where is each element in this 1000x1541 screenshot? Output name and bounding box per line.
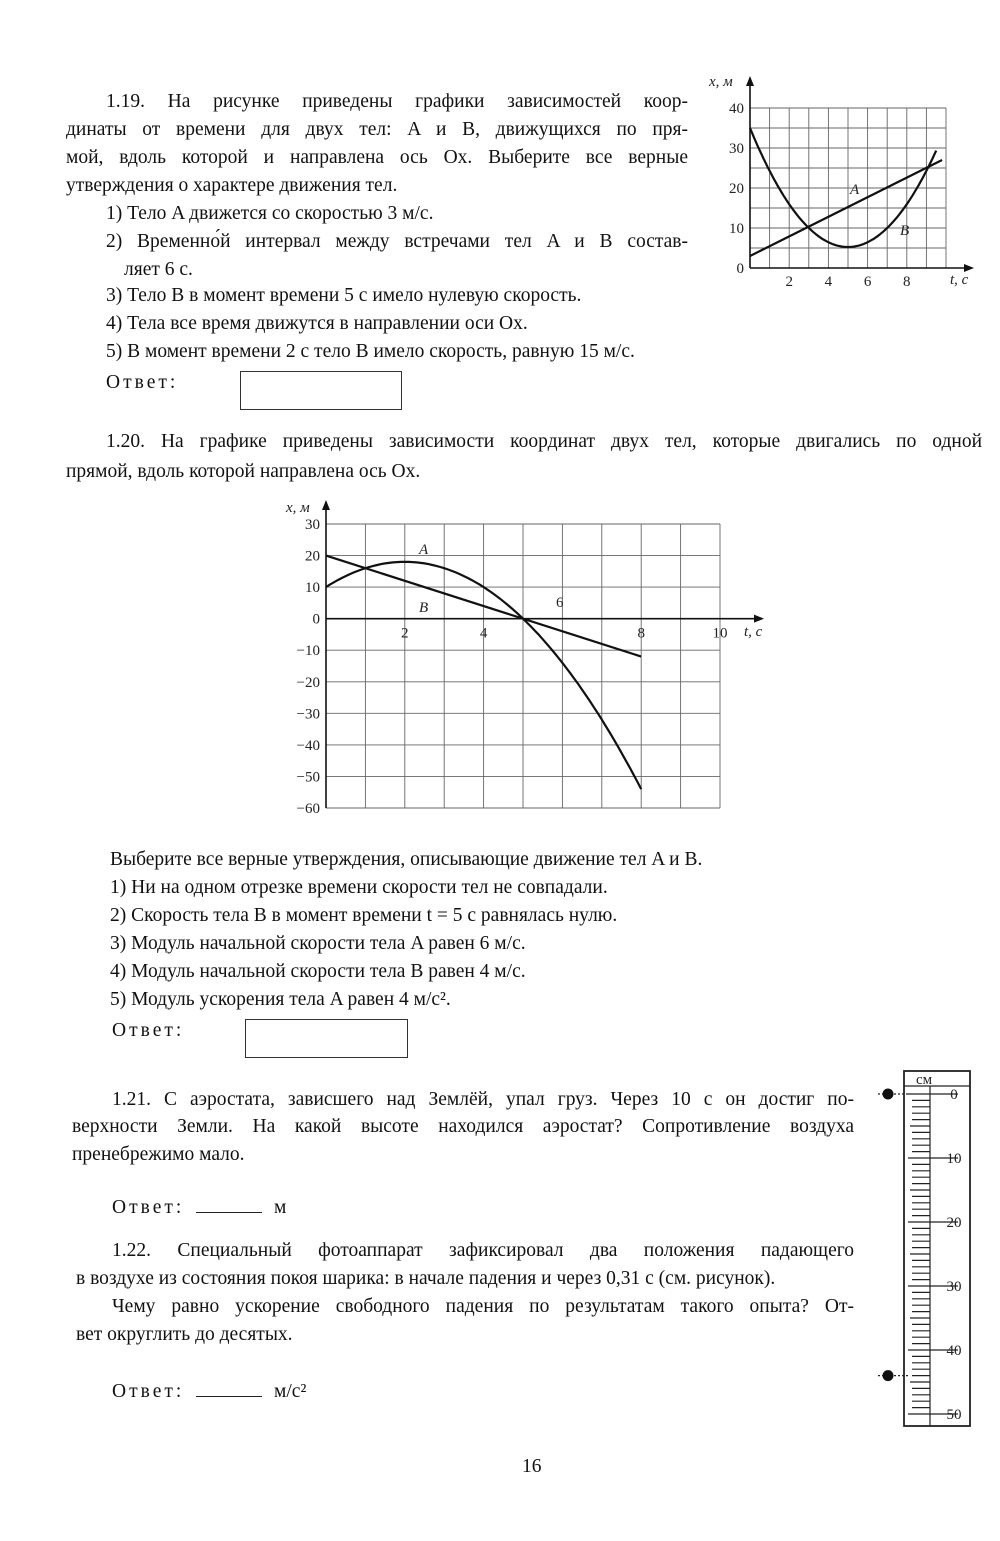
p122-line-2: в воздухе из состояния покоя шарика: в начале падения и через 0,31 с (см. рисунок). (76, 1268, 776, 1289)
p119-line-1: 1.19. На рисунке приведены графики зависимостей коор- (106, 91, 688, 112)
x-tick-label: 2 (785, 274, 793, 290)
chart-119 (700, 68, 990, 298)
y-tick-label: −10 (296, 643, 320, 660)
y-tick-label: 30 (729, 141, 744, 157)
x-tick-label: 4 (824, 274, 833, 290)
p122-answer-blank[interactable] (196, 1376, 262, 1397)
chart-120-axes (322, 500, 764, 808)
chart-120-annotation: 6 (556, 595, 564, 611)
p119-answer-box[interactable] (240, 371, 402, 410)
p122-answer (112, 1376, 306, 1403)
p119-option-5: 5) В момент времени 2 с тело B имело скорость, равную 15 м/с. (106, 341, 635, 362)
y-tick-label: 40 (729, 101, 744, 117)
ruler-label: 10 (946, 1151, 962, 1167)
y-tick-label: 0 (312, 611, 320, 628)
ruler-label: 0 (950, 1087, 958, 1103)
p120-answer-label: Ответ: (112, 1020, 185, 1041)
ruler-labels (947, 1087, 962, 1423)
p121-answer-label: Ответ: (112, 1197, 185, 1218)
p119-option-2-cont: ляет 6 с. (124, 259, 193, 280)
y-tick-label: 20 (305, 548, 320, 565)
p120-line-1: 1.20. На графике приведены зависимости координат двух тел, которые двигались по одной (106, 431, 982, 452)
p121-answer (112, 1192, 286, 1219)
p119-option-3: 3) Тело B в момент времени 5 с имело нулевую скорость. (106, 285, 582, 306)
p119-option-4: 4) Тела все время движутся в направлении оси Ox. (106, 313, 528, 334)
chart-120-label-B: B (419, 600, 429, 616)
p122-answer-label: Ответ: (112, 1381, 185, 1402)
p120-option-1: 1) Ни на одном отрезке времени скорости тел не совпадали. (110, 877, 608, 898)
ruler-unit: см (916, 1072, 933, 1088)
ruler-ticks (908, 1094, 958, 1414)
p121-line-1: 1.21. С аэростата, зависшего над Землёй, упал груз. Через 10 с он достиг по- (112, 1089, 854, 1110)
ball-icon (883, 1370, 894, 1381)
x-tick-label: 10 (712, 625, 728, 642)
x-axis-arrow (964, 264, 974, 272)
p120-prompt: Выберите все верные утверждения, описывающие движение тел A и B. (110, 849, 703, 870)
chart-119-label-A: A (850, 182, 860, 198)
chart-120-xlabel: t, с (744, 624, 763, 640)
p121-line-3: пренебрежимо мало. (72, 1144, 245, 1165)
p122-answer-unit: м/с² (274, 1381, 307, 1402)
ruler-label: 50 (946, 1407, 962, 1423)
chart-120-grid (326, 524, 720, 808)
p120-option-5: 5) Модуль ускорения тела A равен 4 м/с². (110, 989, 451, 1010)
p119-option-2: 2) Временно́й интервал между встречами тел A и B состав- (106, 231, 688, 252)
p120-answer-box[interactable] (245, 1019, 408, 1058)
chart-119-label-B: B (900, 223, 910, 239)
ruler-balls (878, 1089, 910, 1382)
y-tick-label: 30 (305, 517, 320, 533)
p119-answer-label: Ответ: (106, 372, 179, 393)
y-tick-label: −30 (296, 706, 320, 723)
y-tick-label: 10 (729, 221, 744, 237)
chart-120-label-A: A (419, 542, 429, 558)
ruler-label: 40 (946, 1343, 962, 1359)
y-tick-label: −40 (296, 737, 320, 754)
p120-line-2: прямой, вдоль которой направлена ось Ox. (66, 461, 421, 482)
y-tick-label: 20 (729, 181, 744, 197)
y-axis-arrow (322, 500, 330, 510)
p119-option-1: 1) Тело A движется со скоростью 3 м/с. (106, 203, 434, 224)
chart-119-axes (746, 76, 974, 272)
x-tick-label: 8 (637, 625, 645, 642)
ball-icon (883, 1089, 894, 1100)
x-axis-arrow (754, 615, 764, 623)
y-tick-label: −20 (296, 674, 320, 691)
p119-line-4: утверждения о характере движения тел. (66, 175, 398, 196)
y-tick-label: −60 (296, 801, 320, 817)
chart-120-y-ticks (297, 517, 320, 817)
p120-option-4: 4) Модуль начальной скорости тела B равен 4 м/с. (110, 961, 526, 982)
p122-line-4: вет округлить до десятых. (76, 1324, 293, 1345)
chart-119-x-ticks (785, 274, 910, 290)
p119-line-2: динаты от времени для двух тел: A и B, движущихся по пря- (66, 119, 688, 140)
p122-line-1: 1.22. Специальный фотоаппарат зафиксировал два положения падающего (112, 1240, 854, 1261)
ruler-label: 20 (946, 1215, 962, 1231)
page-number: 16 (522, 1456, 542, 1477)
chart-119-y-ticks (729, 101, 744, 277)
y-tick-label: −50 (296, 769, 320, 786)
x-tick-label: 4 (479, 625, 488, 642)
chart-120-x-ticks (401, 626, 727, 642)
x-tick-label: 8 (903, 274, 911, 290)
chart-120 (282, 496, 782, 826)
chart-119-xlabel: t, с (950, 272, 969, 288)
y-tick-label: 10 (305, 580, 320, 597)
p121-answer-unit: м (274, 1197, 287, 1218)
p119-line-3: мой, вдоль которой и направлена ось Ox. Выберите все верные (66, 147, 688, 168)
x-tick-label: 6 (863, 274, 872, 290)
p121-line-2: верхности Земли. На какой высоте находился аэростат? Сопротивление воздуха (72, 1116, 854, 1137)
p121-answer-blank[interactable] (196, 1192, 262, 1213)
ruler-label: 30 (946, 1279, 962, 1295)
p120-option-3: 3) Модуль начальной скорости тела A равен 6 м/с. (110, 933, 526, 954)
ruler-frame (904, 1071, 970, 1426)
chart-119-ylabel: x, м (709, 74, 733, 90)
p120-option-2: 2) Скорость тела B в момент времени t = 5 с равнялась нулю. (110, 905, 618, 926)
y-axis-arrow (746, 76, 754, 86)
ruler (870, 1066, 980, 1432)
x-tick-label: 2 (401, 625, 409, 642)
chart-120-ylabel: x, м (286, 500, 310, 516)
p122-line-3: Чему равно ускорение свободного падения по результатам такого опыта? От- (112, 1296, 854, 1317)
y-tick-label: 0 (736, 261, 744, 277)
